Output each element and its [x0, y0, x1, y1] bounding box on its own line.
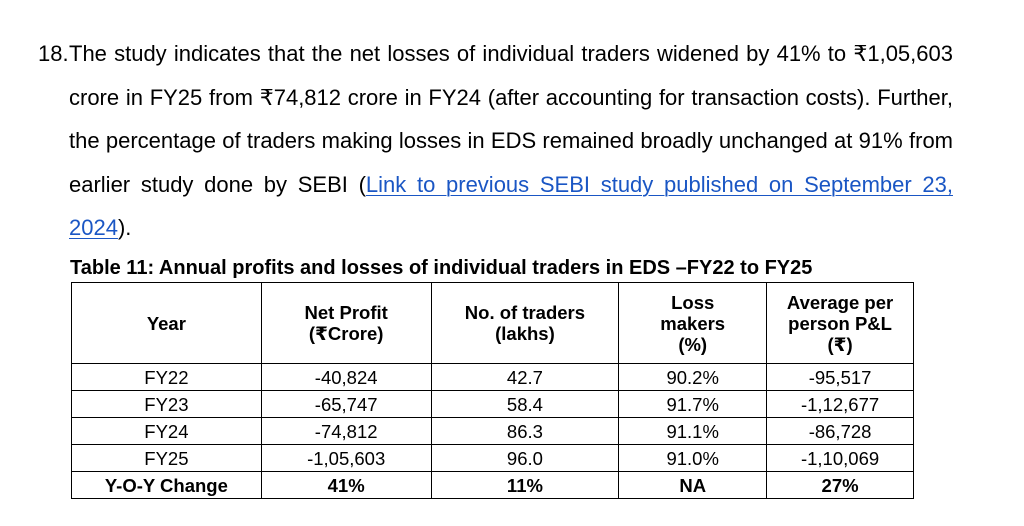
header-net-profit	[261, 283, 431, 364]
table-row	[72, 418, 914, 445]
cell-year: FY25	[72, 445, 262, 472]
table-row	[72, 391, 914, 418]
header-loss-makers	[619, 283, 767, 364]
cell-yoy-traders: 11%	[431, 472, 619, 499]
header-line: (%)	[678, 333, 708, 355]
cell-yoy-average-pnl: 27%	[767, 472, 914, 499]
cell-traders: 42.7	[431, 364, 619, 391]
cell-year: FY22	[72, 364, 262, 391]
header-line: (lakhs)	[495, 323, 555, 344]
paragraph-tail: ).	[117, 215, 132, 240]
cell-net-profit: -74,812	[261, 418, 431, 445]
cell-average-pnl: -1,10,069	[767, 445, 914, 472]
cell-net-profit: -65,747	[261, 391, 431, 418]
cell-year: FY24	[72, 418, 262, 445]
cell-yoy-label: Y-O-Y Change	[72, 472, 262, 499]
cell-net-profit: -40,824	[261, 364, 431, 391]
header-line: No. of traders	[464, 302, 586, 323]
cell-traders: 96.0	[431, 445, 619, 472]
header-line: Net Profit	[304, 302, 388, 323]
cell-year: FY23	[72, 391, 262, 418]
header-line: Average per	[786, 291, 894, 313]
paragraph-body: The study indicates that the net losses of individual traders widened by 41% to ₹1,05,603 crore in FY25 from ₹74,812 crore in FY24 (after accounting for transaction costs). Further, the percentage of traders making losses in EDS remained broadly unchanged at 91% from earlier study done by SEBI (	[69, 41, 953, 197]
previous-study-link[interactable]: Link to previous SEBI study published on September 23, 2024	[69, 171, 953, 240]
header-average-pnl	[767, 283, 914, 364]
cell-average-pnl: -95,517	[767, 364, 914, 391]
paragraph-text	[69, 32, 953, 250]
header-year	[72, 283, 262, 364]
cell-yoy-net-profit: 41%	[261, 472, 431, 499]
cell-traders: 58.4	[431, 391, 619, 418]
header-line: (₹Crore)	[308, 323, 384, 344]
cell-yoy-loss-makers: NA	[619, 472, 767, 499]
header-line: makers	[660, 312, 726, 334]
cell-average-pnl: -1,12,677	[767, 391, 914, 418]
table-caption: Table 11: Annual profits and losses of individual traders in EDS –FY22 to FY25	[70, 257, 813, 279]
cell-loss-makers: 90.2%	[619, 364, 767, 391]
header-line: (₹)	[827, 333, 853, 355]
cell-net-profit: -1,05,603	[261, 445, 431, 472]
header-line: person P&L	[788, 312, 892, 334]
table-row	[72, 445, 914, 472]
cell-average-pnl: -86,728	[767, 418, 914, 445]
header-line: Loss	[671, 291, 715, 313]
cell-traders: 86.3	[431, 418, 619, 445]
yoy-change-row	[72, 472, 914, 499]
cell-loss-makers: 91.0%	[619, 445, 767, 472]
cell-loss-makers: 91.1%	[619, 418, 767, 445]
table-row	[72, 364, 914, 391]
header-traders	[431, 283, 619, 364]
table-header-row	[72, 283, 914, 364]
profits-losses-table	[71, 282, 914, 499]
cell-loss-makers: 91.7%	[619, 391, 767, 418]
header-year-line: Year	[146, 312, 186, 334]
paragraph-number: 18.	[38, 41, 69, 66]
